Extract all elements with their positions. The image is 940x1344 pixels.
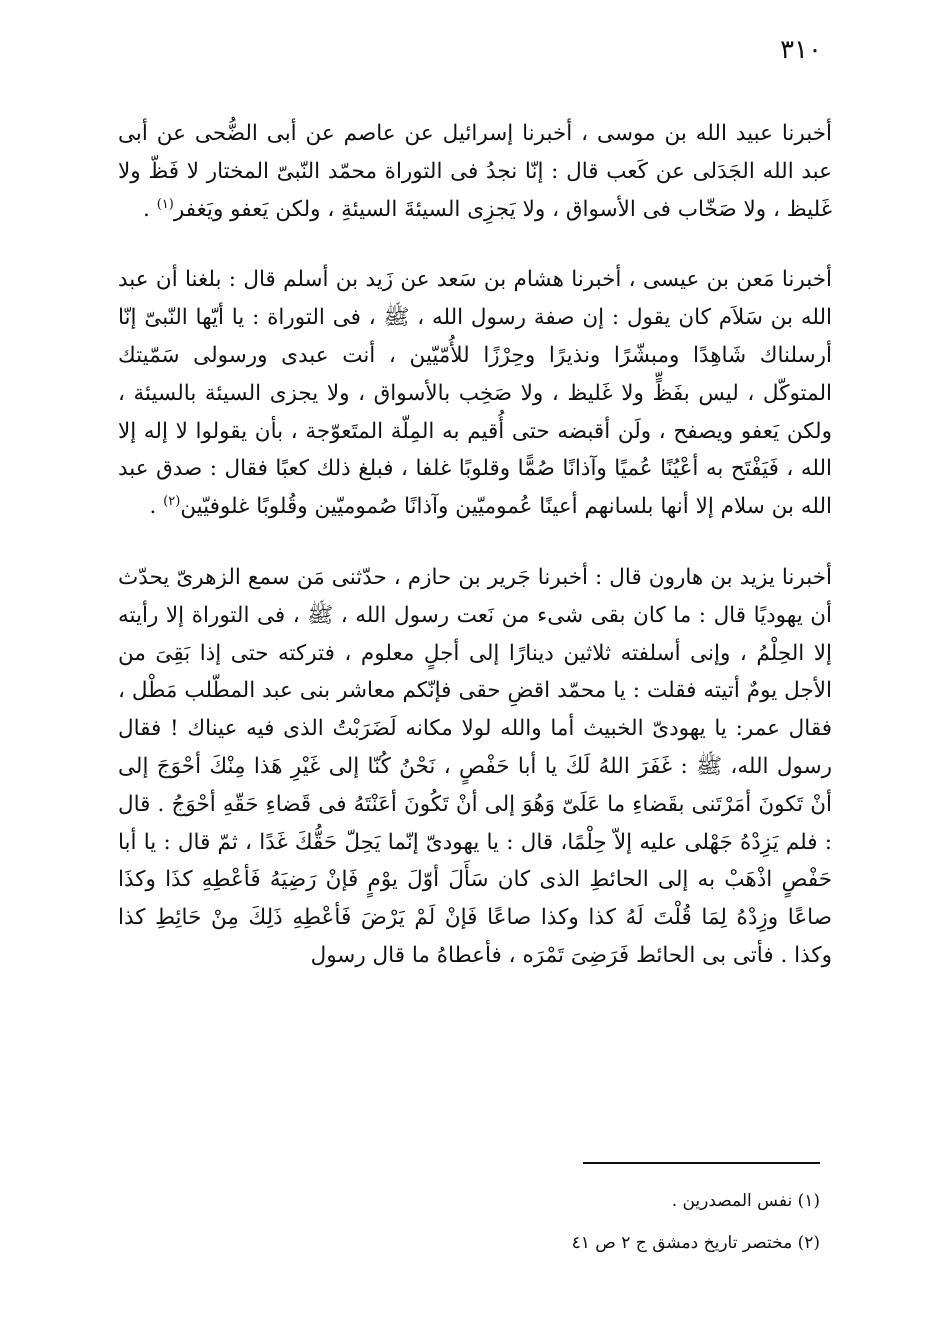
footnote-divider	[583, 1162, 820, 1164]
page-number: ٣١٠	[780, 35, 822, 65]
paragraph-2	[118, 261, 832, 526]
footnote-2: (٢) مختصر تاريخ دمشق ج ٢ ص ٤١	[571, 1233, 820, 1253]
footnotes	[420, 1180, 820, 1264]
paragraph-1	[118, 115, 832, 228]
paragraph-2-tail: .	[149, 494, 164, 520]
body-text	[118, 115, 832, 975]
paragraph-1-text: أخبرنا عبيد الله بن موسى ، أخبرنا إسرائيل عن عاصم عن أبى الضُّحى عن أبى عبد الله الجَدَلى عن كَعب قال : إنّا نجدُ فى التوراة محمّد النّبىّ المختار لا فَظّ ولا غَليظ ، ولا صَخّاب فى الأسواق ، ولا يَجزِى السيئةَ السيئةِ ، ولكن يَعفو ويَغفر	[118, 121, 832, 222]
paragraph-3-text: أخبرنا يزيد بن هارون قال : أخبرنا جَرير بن حازم ، حدّثنى مَن سمع الزهرىّ يحدّث أن يهوديًا قال : ما كان بقى شىء من نَعت رسول الله ، ﷺ ، فى التوراة إلا رأيته إلا الحِلْمُ ، وإنى أسلفته ثلاثين دينارًا إلى أجلٍ معلوم ، فتركته حتى إذا بَقِىَ من الأجل يومٌ أتيته فقلت : يا محمّد اقضِ حقى فإنّكم معاشر بنى عبد المطّلب مَطْل ، فقال عمر: يا يهودىّ الخبيث أما والله لولا مكانه لَضَرَبْتُ الذى فيه عيناك ! فقال رسول الله، ﷺ : غَفَرَ اللهُ لَكَ يا أبا حَفْصٍ ، نَحْنُ كُنّا إلى غَيْرِ هَذا مِنْكَ أحْوَجَ إلى أنْ تَكونَ أمَرْتَنى بقَضاءِ ما عَلَىّ وَهُوَ إلى أنْ تَكُونَ أعَنْتَهُ فى قَضاءِ حَقّهِ أحْوَجُ . قال : فلم يَزِدْهُ جَهْلى عليه إلاّ حِلْمًا، قال : يا يهودىّ إنّما يَحِلّ حَقُّكَ غَدًا ، ثمّ قال : يا أبا حَفْصٍ اذْهَبْ به إلى الحائطِ الذى كان سَأَلَ أوّلَ يوْمٍ فَإنْ رَضِيَهُ فَأعْطِهِ كذَا وكذَا صاعًا وزِدْهُ لِمَا قُلْتَ لَهُ كذا وكذا صاعًا فَإنْ لَمْ يَرْضَ فَأعْطِهِ ذَلِكَ مِنْ حَائِطِ كذا وكذا . فأتى بى الحائط فَرَضِىَ تَمْرَه ، فأعطاهُ ما قال رسول	[118, 564, 832, 968]
footnote-ref-1: (١)	[156, 196, 174, 212]
paragraph-3	[118, 559, 832, 975]
paragraph-1-tail: .	[143, 196, 157, 222]
footnote-ref-2: (٢)	[163, 494, 181, 510]
paragraph-2-text: أخبرنا مَعن بن عيسى ، أخبرنا هشام بن سَعد عن زَيد بن أسلم قال : بلغنا أن عبد الله بن سَلاَم كان يقول : إن صفة رسول الله ، ﷺ ، فى التوراة : يا أيّها النّبىّ إنّا أرسلناك شَاهِدًا ومبشّرًا ونذيرًا وحِرْزًا للأُمّيّين ، أنت عبدى ورسولى سَمّيتك المتوكّل ، ليس بفَظٍّ ولا غَليظ ، ولا صَخِب بالأسواق ، ولا يجزى السيئة بالسيئة ، ولكن يَعفو ويصفح ، ولَن أقبضه حتى أُقيم به المِلّة المتَعوّجة ، بأن يقولوا لا إله إلا الله ، فَيَفْتَح به أعْيُنًا عُميًا وآذانًا صُمًّا وقلوبًا غلفا ، فبلغ ذلك كعبًا فقال : صدق عبد الله بن سلام إلا أنها بلسانهم أعينًا عُموميّين وآذانًا صُموميّين وقُلوبًا غلوفيّين	[118, 267, 832, 520]
footnote-1: (١) نفس المصدرين .	[671, 1191, 820, 1211]
